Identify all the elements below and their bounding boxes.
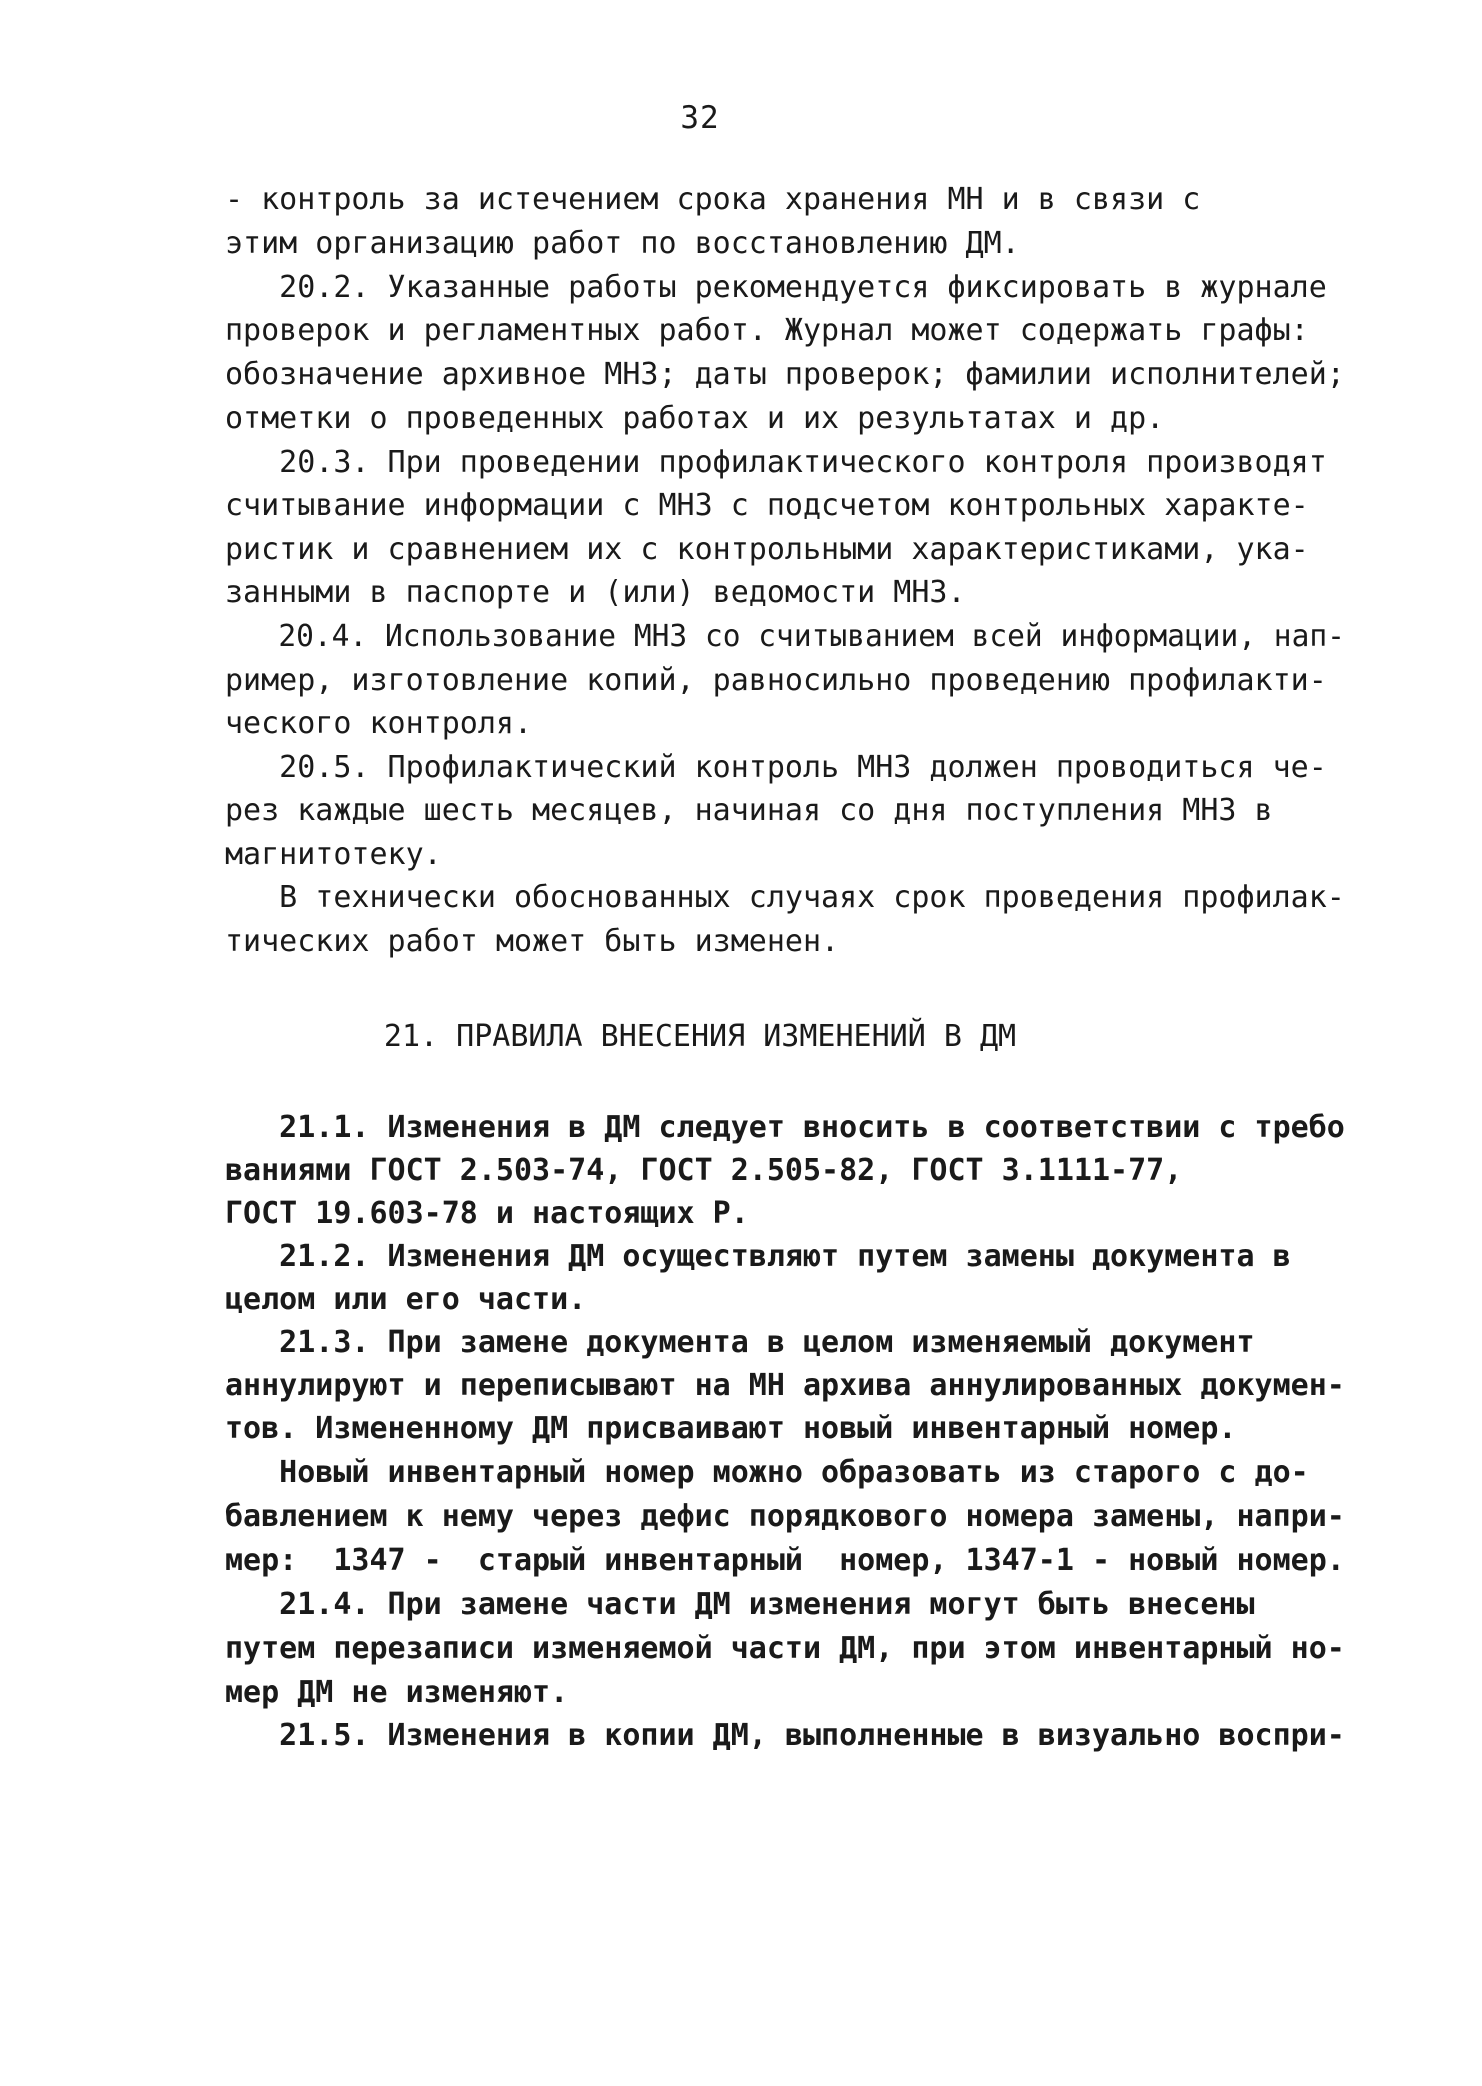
text-line: магнитотеку. <box>225 837 442 872</box>
text-line: этим организацию работ по восстановлению ДМ. <box>225 226 1020 261</box>
text-line: отметки о проведенных работах и их результатах и др. <box>225 401 1165 436</box>
text-line: - контроль за истечением срока хранения МН и в связи с <box>225 182 1201 217</box>
text-line: ример, изготовление копий, равносильно проведению профилакти- <box>225 663 1327 698</box>
text-line: целом или его части. <box>225 1282 587 1317</box>
text-line: В технически обоснованных случаях срок проведения профилак- <box>225 880 1345 915</box>
text-line: 20.3. При проведении профилактического контроля производят <box>225 445 1327 480</box>
text-line: аннулируют и переписывают на МН архива аннулированных докумен- <box>225 1368 1345 1403</box>
text-line: рез каждые шесть месяцев, начиная со дня поступления МНЗ в <box>225 793 1273 828</box>
text-line: занными в паспорте и (или) ведомости МНЗ. <box>225 575 966 610</box>
text-line: мер: 1347 - старый инвентарный номер, 1347-1 - новый номер. <box>225 1543 1345 1578</box>
text-line: путем перезаписи изменяемой части ДМ, при этом инвентарный но- <box>225 1631 1345 1666</box>
text-line: 20.4. Использование МНЗ со считыванием всей информации, нап- <box>225 619 1345 654</box>
text-line: обозначение архивное МНЗ; даты проверок; фамилии исполнителей; <box>225 357 1345 392</box>
text-line: тов. Измененному ДМ присваивают новый инвентарный номер. <box>225 1411 1237 1446</box>
text-line: считывание информации с МНЗ с подсчетом контрольных характе- <box>225 488 1309 523</box>
text-line: 21.1. Изменения в ДМ следует вносить в соответствии с требо <box>225 1110 1345 1145</box>
text-line: 21.5. Изменения в копии ДМ, выполненные в визуально воспри- <box>225 1718 1345 1753</box>
text-line: ГОСТ 19.603-78 и настоящих Р. <box>225 1196 749 1231</box>
text-line: 20.5. Профилактический контроль МНЗ должен проводиться че- <box>225 750 1327 785</box>
page-number: 32 <box>680 100 720 136</box>
text-line: ческого контроля. <box>225 706 533 741</box>
text-line: ристик и сравнением их с контрольными характеристиками, ука- <box>225 532 1309 567</box>
text-line: проверок и регламентных работ. Журнал может содержать графы: <box>225 313 1309 348</box>
text-line: 20.2. Указанные работы рекомендуется фиксировать в журнале <box>225 270 1327 305</box>
text-line: тических работ может быть изменен. <box>225 924 840 959</box>
text-line: Новый инвентарный номер можно образовать из старого с до- <box>225 1455 1309 1490</box>
text-line: 21.3. При замене документа в целом изменяемый документ <box>225 1325 1255 1360</box>
section-heading: 21. ПРАВИЛА ВНЕСЕНИЯ ИЗМЕНЕНИЙ В ДМ <box>383 1019 1017 1054</box>
text-line: 21.2. Изменения ДМ осуществляют путем замены документа в <box>225 1239 1291 1274</box>
text-line: ваниями ГОСТ 2.503-74, ГОСТ 2.505-82, ГОСТ 3.1111-77, <box>225 1153 1183 1188</box>
text-line: мер ДМ не изменяют. <box>225 1675 569 1710</box>
text-line: бавлением к нему через дефис порядкового номера замены, напри- <box>225 1499 1345 1534</box>
text-line: 21.4. При замене части ДМ изменения могут быть внесены <box>225 1587 1255 1622</box>
